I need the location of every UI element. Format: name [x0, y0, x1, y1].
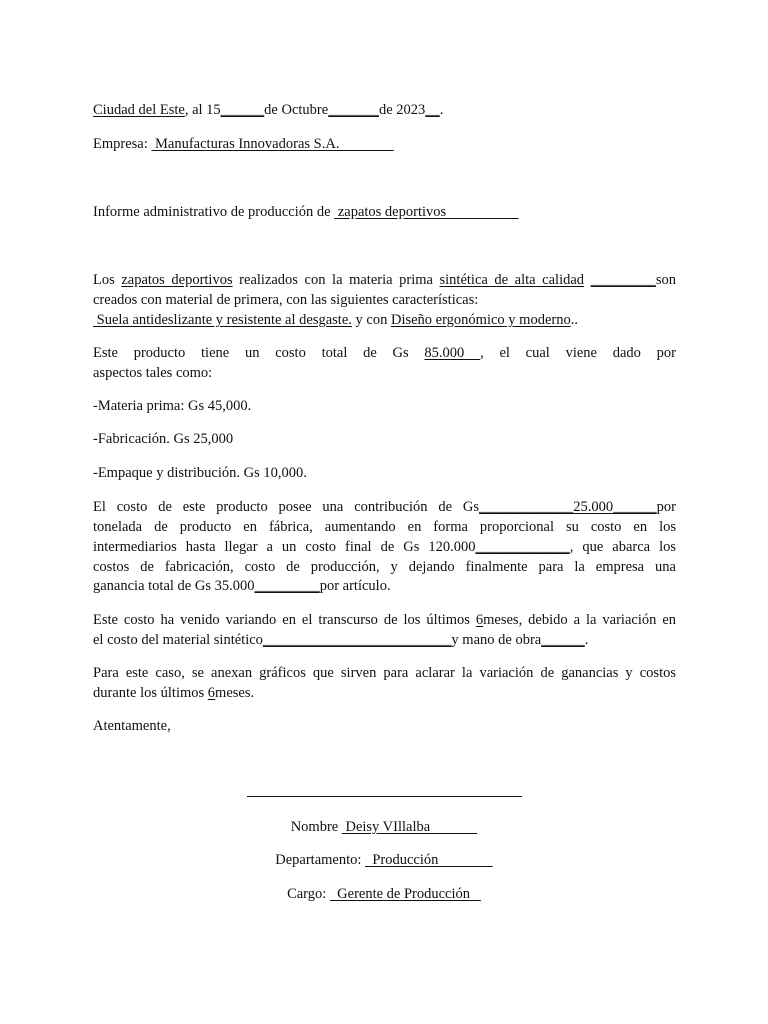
para1-text: y con — [351, 312, 391, 328]
report-title-value: zapatos deportivos — [334, 204, 519, 220]
para1-line2: creados con material de primera, con las siguientes características: — [93, 292, 479, 308]
para1-text — [584, 272, 591, 288]
date-line — [93, 100, 676, 120]
role-value: Gerente de Producción — [329, 886, 481, 902]
para2-text: Este producto tiene un costo total de Gs — [93, 345, 425, 361]
date-text: , al 15 — [184, 102, 221, 118]
department-value: Producción — [365, 852, 493, 868]
para4-text: . — [584, 632, 589, 648]
para1-text: Los — [93, 272, 122, 288]
para3-text: ganancia total de Gs 35.000 — [93, 578, 255, 594]
year-text: de 2023 — [378, 102, 426, 118]
para3-line2: tonelada de producto en fábrica, aumentando en forma proporcional su costo en los — [93, 519, 676, 535]
cost-item: -Materia prima: Gs 45,000. — [93, 398, 252, 414]
para4-text: y mano de obra — [451, 632, 542, 648]
para3-text: El costo de este producto posee una contribución de Gs — [93, 499, 480, 515]
profit-blank: _________ — [254, 578, 320, 594]
city: Ciudad del Este — [93, 102, 185, 118]
para3-line3 — [93, 537, 676, 557]
para3-text: por — [656, 499, 676, 515]
para5-line2 — [93, 683, 676, 703]
para4-text: el costo del material sintético — [93, 632, 263, 648]
company-label: Empresa: — [93, 136, 152, 152]
para3-line4: costos de fabricación, costo de producción, y dejando finalmente para la empresa una — [93, 559, 676, 575]
material-cost-blank: __________________________ — [262, 632, 452, 648]
months-value: 6 — [207, 685, 216, 701]
product-name: zapatos deportivos — [121, 272, 233, 288]
name-value: Deisy VIllalba — [341, 819, 478, 835]
material-name: sintética de alta calidad — [439, 272, 585, 288]
final-cost-blank: _____________ — [475, 539, 570, 555]
department-label: Departamento: — [275, 852, 366, 868]
para1-text: realizados con la materia prima — [232, 272, 440, 288]
para3-text: intermediarios hasta llegar a un costo final de Gs 120.000 — [93, 539, 476, 555]
signature-line — [247, 796, 522, 797]
cost-item: -Fabricación. Gs 25,000 — [93, 431, 234, 447]
feature-1: Suela antideslizante y resistente al desgaste. — [93, 312, 352, 328]
feature-2: Diseño ergonómico y moderno — [390, 312, 571, 328]
para5-text: durante los últimos — [93, 685, 208, 701]
para5-line1: Para este caso, se anexan gráficos que sirven para aclarar la variación de ganancias y costos — [93, 665, 676, 681]
year-blank: __ — [425, 102, 440, 118]
labor-blank: ______ — [541, 632, 585, 648]
para3-line1 — [93, 497, 676, 517]
total-cost: 85.000 — [424, 345, 481, 361]
para5-text: meses. — [215, 685, 255, 701]
material-blank: _________ — [590, 272, 656, 288]
signature-department — [0, 850, 768, 870]
company-line — [93, 134, 676, 154]
months-value: 6 — [475, 612, 484, 628]
para4-text: Este costo ha venido variando en el transcurso de los últimos — [93, 612, 476, 628]
contribution-value: _____________25.000______ — [479, 499, 657, 515]
cost-item: -Empaque y distribución. Gs 10,000. — [93, 465, 307, 481]
para3-text: , que abarca los — [569, 539, 676, 555]
para2-line1 — [93, 343, 676, 363]
signature-role — [0, 884, 768, 904]
para3-text: por artículo. — [319, 578, 391, 594]
day-blank: ______ — [220, 102, 265, 118]
para2-text: , el cual viene dado por — [480, 345, 677, 361]
report-title-label: Informe administrativo de producción de — [93, 204, 335, 220]
para3-line5 — [93, 576, 676, 596]
role-label: Cargo: — [287, 886, 330, 902]
month-text: de Octubre — [264, 102, 329, 118]
company-value: Manufacturas Innovadoras S.A. — [151, 136, 394, 152]
month-blank: _______ — [328, 102, 379, 118]
report-title-line — [93, 202, 676, 222]
closing: Atentamente, — [93, 718, 171, 734]
name-label: Nombre — [290, 819, 342, 835]
para1-text: .. — [570, 312, 578, 328]
signature-name — [0, 817, 768, 837]
para2-line2: aspectos tales como: — [93, 365, 213, 381]
para4-line1 — [93, 610, 676, 630]
para1-line3 — [93, 310, 676, 330]
para1-line1 — [93, 270, 676, 290]
para1-text: son — [655, 272, 677, 288]
para4-text: meses, debido a la variación en — [483, 612, 676, 628]
date-end: . — [439, 102, 444, 118]
para4-line2 — [93, 630, 676, 650]
